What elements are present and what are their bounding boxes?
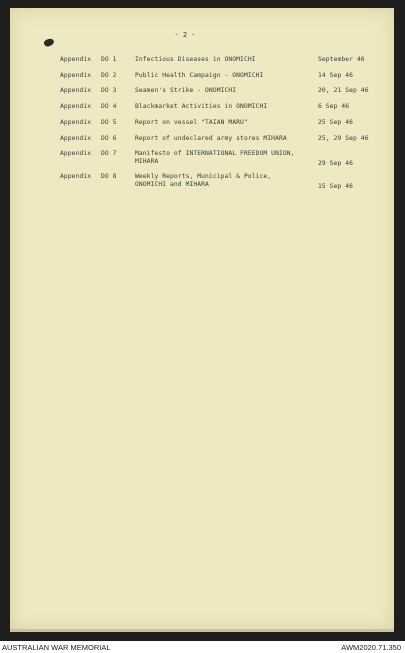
appendix-date: 20, 21 Sep 46 xyxy=(318,87,369,94)
page-bottom-edge xyxy=(10,629,394,632)
appendix-title: Manifesto of INTERNATIONAL FREEDOM UNION, MIHARA xyxy=(135,150,295,165)
appendix-label: Appendix xyxy=(60,72,92,79)
appendix-code: DO 5 xyxy=(101,119,117,126)
appendix-date: September 46 xyxy=(318,56,365,63)
appendix-title: Seamen's Strike - ONOMICHI xyxy=(135,87,237,94)
appendix-code: DO 2 xyxy=(101,72,117,79)
appendix-title: Report on vessel "TAIAN MARU" xyxy=(135,119,248,126)
document-page xyxy=(10,8,394,630)
appendix-code: DO 8 xyxy=(101,173,117,180)
appendix-title: Blackmarket Activities in ONOMICHI xyxy=(135,103,268,110)
appendix-date: 29 Sep 46 xyxy=(318,160,354,167)
appendix-code: DO 1 xyxy=(101,56,117,63)
appendix-date: 25 Sep 46 xyxy=(318,119,354,126)
footer-institution: AUSTRALIAN WAR MEMORIAL xyxy=(2,643,111,652)
appendix-label: Appendix xyxy=(60,119,92,126)
appendix-code: DO 7 xyxy=(101,150,117,157)
appendix-label: Appendix xyxy=(60,103,92,110)
appendix-date: 25, 29 Sep 46 xyxy=(318,135,369,142)
appendix-date: 14 Sep 46 xyxy=(318,72,354,79)
appendix-date: 6 Sep 46 xyxy=(318,103,350,110)
appendix-code: DO 6 xyxy=(101,135,117,142)
appendix-title: Infectious Diseases in ONOMICHI xyxy=(135,56,256,63)
appendix-label: Appendix xyxy=(60,87,92,94)
footer-accession-number: AWM2020.71.350 xyxy=(341,643,401,652)
page-number: - 2 - xyxy=(174,31,196,39)
appendix-code: DO 3 xyxy=(101,87,117,94)
appendix-date: 15 Sep 46 xyxy=(318,183,354,190)
appendix-code: DO 4 xyxy=(101,103,117,110)
appendix-title: Report of undeclared army stores MIHARA xyxy=(135,135,287,142)
appendix-label: Appendix xyxy=(60,150,92,157)
appendix-label: Appendix xyxy=(60,135,92,142)
appendix-label: Appendix xyxy=(60,173,92,180)
appendix-title: Public Health Campaign - ONOMICHI xyxy=(135,72,264,79)
appendix-title: Weekly Reports, Municipal & Police, ONOMICHI and MIHARA xyxy=(135,173,272,188)
appendix-label: Appendix xyxy=(60,56,92,63)
